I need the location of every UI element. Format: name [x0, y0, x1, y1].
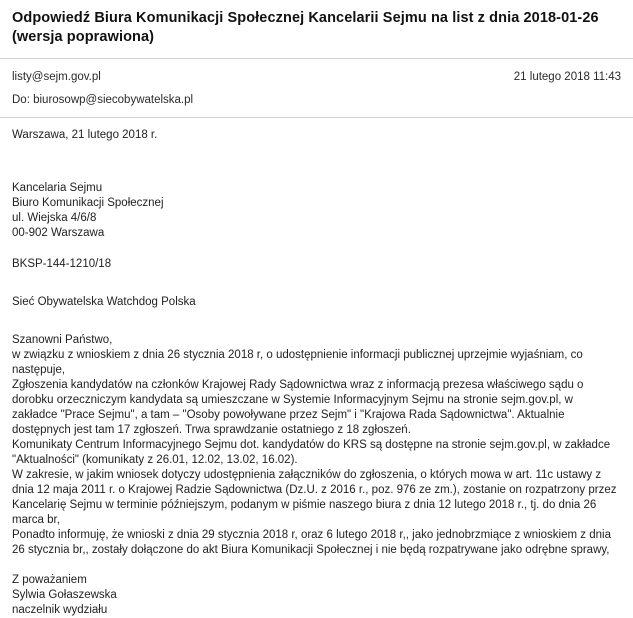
- letter-paragraph: Zgłoszenia kandydatów na członków Krajowej Rady Sądownictwa wraz z informacją prezesa właściwego sądu o dorobku orzeczniczym kandydata są umieszczane w Systemie Informacyjnym Sejmu na stronie sejm.gov.pl, w zakładce "Prace Sejmu", a tam – "Osoby powoływane przez Sejm" i "Krajowa Rada Sądownictwa". Aktualnie dostępnych jest tam 17 zgłoszeń. Trwa sprawdzanie ostatniego z 18 zgłoszeń.: [12, 379, 584, 436]
- letter-paragraph: w związku z wnioskiem z dnia 26 stycznia 2018 r, o udostępnienie informacji publicznej uprzejmie wyjaśniam, co następuje,: [12, 349, 583, 376]
- sender-email[interactable]: listy@sejm.gov.pl: [12, 71, 101, 83]
- reference-number: BKSP-144-1210/18: [12, 258, 112, 270]
- letter-paragraph: W zakresie, w jakim wniosek dotyczy udostępnienia załączników do zgłoszenia, o których mowa w art. 11c ustawy z dnia 12 maja 2011 r. o Krajowej Radzie Sądownictwa (Dz.U. z 2016 r., poz. 976 ze zm.), zostanie on rozpatrzony przez Kancelarię Sejmu w terminie późniejszym, podanym w piśmie naszego biura z dnia 12 lutego 2018 r., tj. do dnia 26 marca br,: [12, 469, 617, 526]
- sender-address-line: Kancelaria Sejmu: [12, 182, 103, 194]
- sender-address-line: 00-902 Warszawa: [12, 227, 105, 239]
- letter-closing: [12, 573, 621, 618]
- email-date: 21 lutego 2018 11:43: [513, 71, 621, 83]
- closing-line: Z poważaniem: [12, 574, 87, 586]
- closing-line: naczelnik wydziału: [12, 604, 108, 616]
- sender-address-block: [12, 181, 621, 241]
- letter-recipient: Sieć Obywatelska Watchdog Polska: [12, 296, 196, 308]
- letter-paragraph: Ponadto informuję, że wnioski z dnia 29 stycznia 2018 r, oraz 6 lutego 2018 r,, jako jednobrzmiące z wnioskiem z dnia 26 stycznia br,, zostały dołączone do akt Biura Komunikacji Społecznej i nie będą rozpatrywane jako odrębne sprawy,: [12, 529, 611, 556]
- to-email[interactable]: biurosowp@siecobywatelska.pl: [33, 94, 194, 106]
- closing-line: Sylwia Gołaszewska: [12, 589, 117, 601]
- email-body: [0, 128, 633, 618]
- email-meta-row: [0, 59, 633, 83]
- recipient-line: [0, 83, 633, 106]
- letter-paragraph: Szanowni Państwo,: [12, 334, 113, 346]
- email-subject: Odpowiedź Biura Komunikacji Społecznej Kancelarii Sejmu na list z dnia 2018-01-26 (wersja poprawiona): [12, 10, 599, 45]
- sender-address-line: ul. Wiejska 4/6/8: [12, 212, 97, 224]
- letter-paragraphs: [12, 333, 621, 558]
- letter-dateline: Warszawa, 21 lutego 2018 r.: [12, 129, 158, 141]
- sender-address-line: Biuro Komunikacji Społecznej: [12, 197, 164, 209]
- to-label: Do:: [12, 94, 30, 106]
- meta-divider: [0, 117, 633, 118]
- letter-paragraph: Komunikaty Centrum Informacyjnego Sejmu dot. kandydatów do KRS są dostępne na stronie sejm.gov.pl, w zakładce "Aktualności" (komunikaty z 26.01, 12.02, 13.02, 16.02).: [12, 439, 611, 466]
